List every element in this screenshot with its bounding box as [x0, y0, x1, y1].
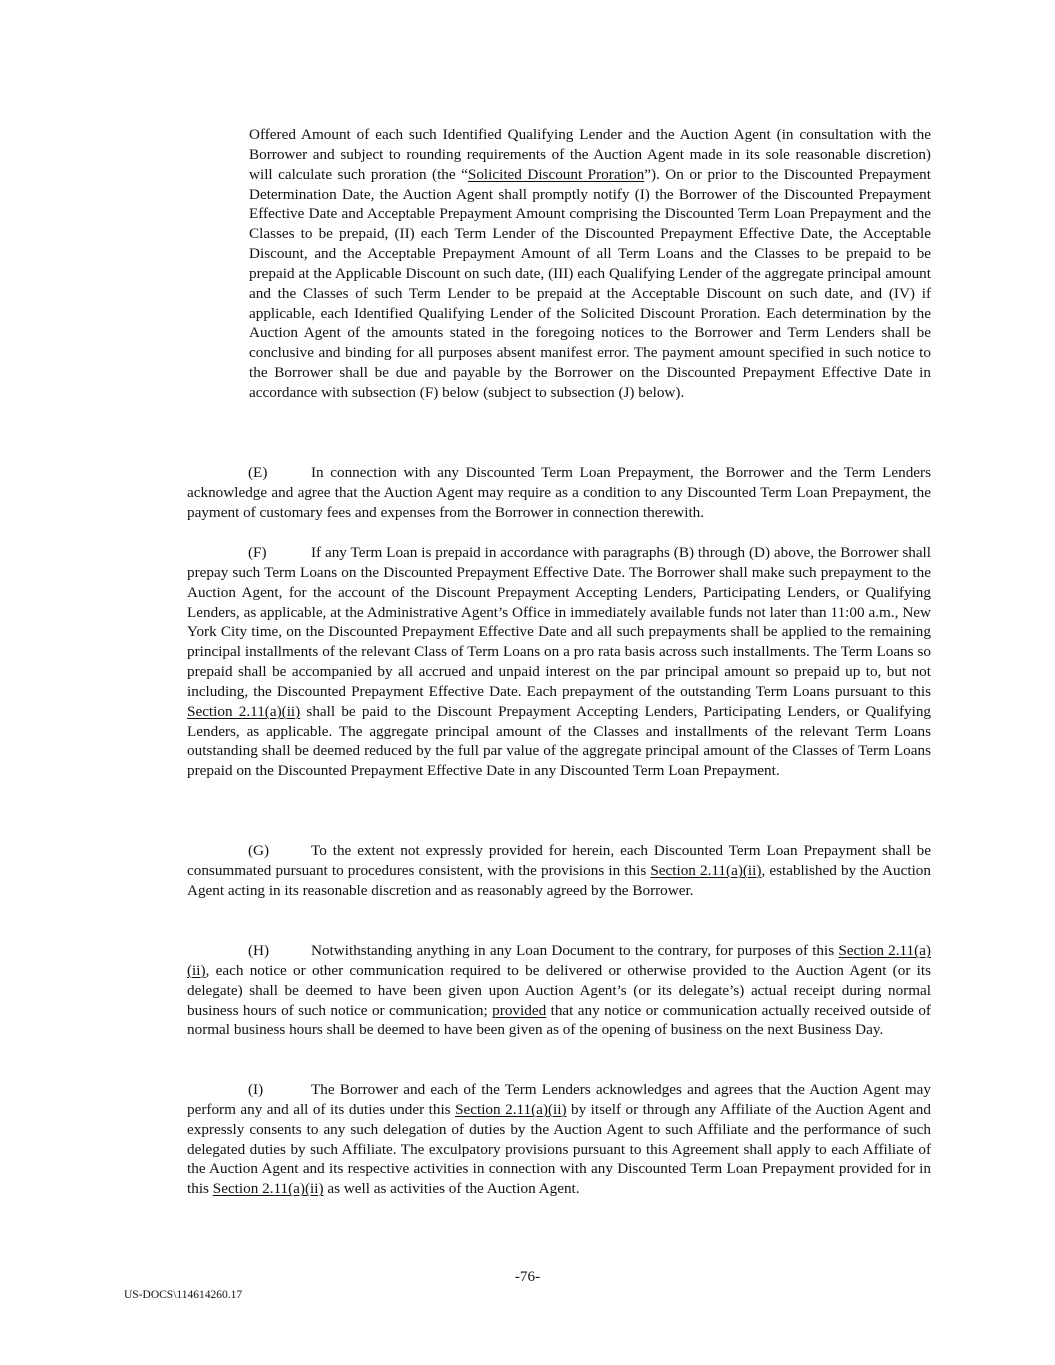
paragraph-text: shall be paid to the Discount Prepayment Accepting Lenders, Participating Lenders, or Qualifying Lenders, as applicable. The aggregate principal amount of the Classes and installments of the relevant Term Loans outstanding shall be deemed reduced by the full par value of the aggregate principal amount of the Classes of Term Loans prepaid on the Discounted Prepayment Effective Date in any Discounted Term Loan Prepayment. — [187, 702, 932, 780]
paragraph-label: (I) — [248, 1081, 264, 1098]
section-reference: Section 2.11(a)(ii) — [212, 1180, 324, 1198]
defined-term-solicited-discount-proration: Solicited Discount Proration — [467, 165, 645, 183]
paragraph-text: In connection with any Discounted Term Loan Prepayment, the Borrower and the Term Lenders acknowledge and agree that the Auction Agent may require as a condition to any Discounted Term Loan Prepayment, the payment of customary fees and expenses from the Borrower in connection therewith. — [187, 464, 931, 521]
paragraph-text: The Borrower and each of the Term Lenders acknowledges and agrees that the Auction Agent may perform any and all of its duties under this — [187, 1081, 931, 1118]
section-reference: Section 2.11(a)(ii) — [187, 702, 301, 720]
continued-paragraph — [249, 125, 931, 403]
paragraph-label: (H) — [248, 942, 270, 959]
paragraph-text: as well as activities of the Auction Agent. — [323, 1180, 580, 1198]
section-reference: Section 2.11(a)(ii) — [455, 1100, 567, 1118]
section-reference: Section 2.11(a)(ii) — [187, 942, 931, 979]
paragraph-text: by itself or through any Affiliate of the Auction Agent and expressly consents to any such delegation of duties by the Auction Agent to such Affiliate and the performance of such delegated duties by such Affiliate. The exculpatory provisions pursuant to this Agreement shall apply to each Affiliate of the Auction Agent and its respective activities in connection with any Discounted Term Loan Prepayment provided for in this — [187, 1100, 931, 1198]
paragraph-label: (G) — [248, 842, 270, 859]
paragraph-e — [187, 463, 931, 523]
paragraph-h — [187, 941, 931, 1040]
paragraph-i — [187, 1080, 931, 1199]
paragraph-label: (F) — [248, 544, 267, 561]
provided-term: provided — [492, 1001, 547, 1019]
paragraph-text: If any Term Loan is prepaid in accordance with paragraphs (B) through (D) above, the Borrower shall prepay such Term Loans on the Discounted Prepayment Effective Date. The Borrower shall make such prepayment to the Auction Agent, for the account of the Discount Prepayment Accepting Lenders, Participating Lenders, or Qualifying Lenders, as applicable, at the Administrative Agent’s Office in immediately available funds not later than 11:00 a.m., New York City time, on the Discounted Prepayment Effective Date and all such prepayments shall be applied to the remaining principal installments of the relevant Class of Term Loans on a pro rata basis across such installments. The Term Loans so prepaid shall be accompanied by all accrued and unpaid interest on the par principal amount so prepaid up to, but not including, the Discounted Prepayment Effective Date. Each prepayment of the outstanding Term Loans pursuant to this — [187, 544, 931, 700]
document-id: US-DOCS\114614260.17 — [124, 1289, 243, 1301]
paragraph-text: Offered Amount of each such Identified Qualifying Lender and the Auction Agent (in consultation with the Borrower and subject to rounding requirements of the Auction Agent made in its sole reasonable discretion) will calculate such proration (the “ — [249, 126, 931, 183]
page-number: -76- — [514, 1268, 541, 1285]
paragraph-text: that any notice or communication actually received outside of normal business hours shall be deemed to have been given as of the opening of business on the next Business Day. — [187, 1001, 931, 1039]
paragraph-text: Notwithstanding anything in any Loan Document to the contrary, for purposes of this — [311, 942, 839, 959]
paragraph-text: ”). On or prior to the Discounted Prepayment Determination Date, the Auction Agent shall promptly notify (I) the Borrower of the Discounted Prepayment Effective Date and Acceptable Prepayment Amount comprising the Discounted Term Loan Prepayment and the Classes to be prepaid, (II) each Term Lender of the Discounted Prepayment Effective Date, the Acceptable Discount, and the Acceptable Prepayment Amount of all Term Loans and the Classes to be prepaid to be prepaid at the Applicable Discount on such date, (III) each Qualifying Lender of the aggregate principal amount and the Classes of such Term Lender to be prepaid at the Acceptable Discount on such date, and (IV) if applicable, each Identified Qualifying Lender of the Solicited Discount Proration. Each determination by the Auction Agent of the amounts stated in the foregoing notices to the Borrower and Term Lenders shall be conclusive and binding for all purposes absent manifest error. The payment amount specified in such notice to the Borrower shall be due and payable by the Borrower on the Discounted Prepayment Effective Date in accordance with subsection (F) below (subject to subsection (J) below). — [249, 165, 931, 401]
paragraph-g — [187, 841, 931, 901]
section-reference: Section 2.11(a)(ii) — [650, 861, 762, 879]
paragraph-text: , each notice or other communication required to be delivered or otherwise provided to the Auction Agent (or its delegate) shall be deemed to have been given upon Auction Agent’s (or its delegate’s) actual receipt during normal business hours of such notice or communication; — [187, 961, 931, 1019]
paragraph-label: (E) — [248, 464, 268, 481]
paragraph-text: To the extent not expressly provided for herein, each Discounted Term Loan Prepayment shall be consummated pursuant to procedures consistent, with the provisions in this — [187, 842, 931, 879]
paragraph-text: , established by the Auction Agent acting in its reasonable discretion and as reasonably agreed by the Borrower. — [187, 861, 931, 899]
paragraph-f — [187, 543, 931, 781]
